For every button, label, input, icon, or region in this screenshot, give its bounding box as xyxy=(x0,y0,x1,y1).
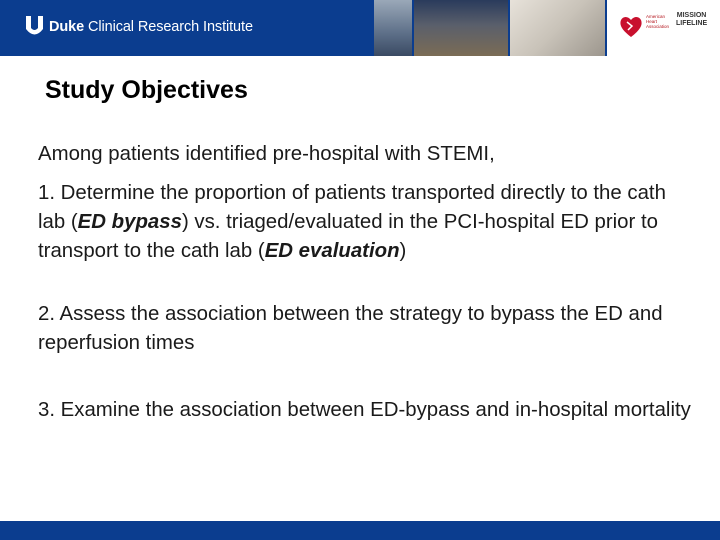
mission-lifeline-logo: MISSION LIFELINE xyxy=(676,12,708,27)
objective-2: 2. Assess the association between the strategy to bypass the ED and reperfusion times xyxy=(38,303,663,354)
logo-text: Duke Clinical Research Institute xyxy=(49,19,253,35)
duke-shield-icon xyxy=(26,16,43,38)
footer-bar xyxy=(0,521,720,540)
objective-1: 1. Determine the proportion of patients transported directly to the cath lab (ED bypass) vs. triaged/evaluated in the PCI-hospital ED prior to transport to the cath lab (ED evaluation) xyxy=(38,182,666,262)
header-photo-building xyxy=(374,0,412,56)
header-bar xyxy=(0,0,720,56)
slide-title: Study Objectives xyxy=(45,76,248,104)
ed-bypass-term: ED bypass xyxy=(77,211,182,233)
aha-heart-icon xyxy=(618,13,644,39)
slide-body xyxy=(38,140,698,425)
objective-3: 3. Examine the association between ED-bypass and in-hospital mortality xyxy=(38,399,691,421)
header-photo-tablet xyxy=(510,0,605,56)
duke-logo[interactable] xyxy=(26,16,253,38)
intro-text: Among patients identified pre-hospital with STEMI, xyxy=(38,143,495,165)
ed-evaluation-term: ED evaluation xyxy=(264,240,400,262)
aha-logo-text: American Heart Association xyxy=(646,14,670,29)
header-photo-hospital xyxy=(414,0,508,56)
